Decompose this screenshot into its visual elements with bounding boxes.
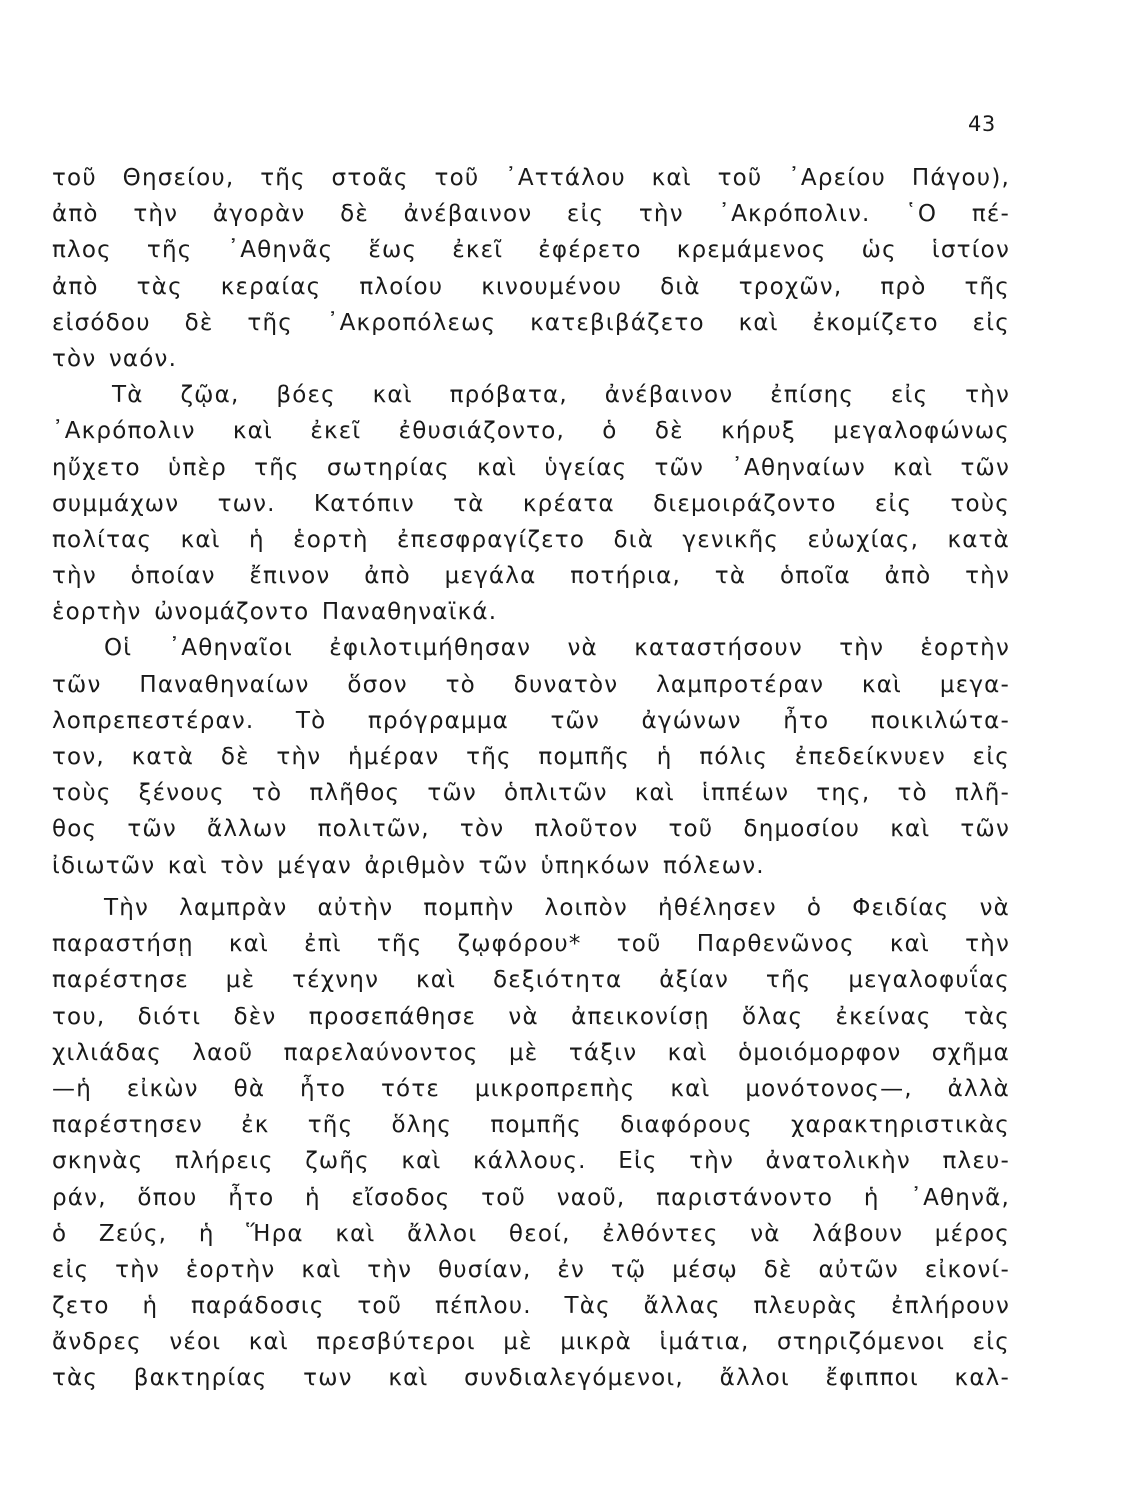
text-line: λοπρεπεστέραν. Τὸ πρόγραμμα τῶν ἀγώνων ἦτο ποικιλώτα- <box>52 707 1010 734</box>
text-line: ἰδιωτῶν καὶ τὸν μέγαν ἀριθμὸν τῶν ὑπηκόων πόλεων. <box>52 852 765 879</box>
text-line: χιλιάδας λαοῦ παρελαύνοντος μὲ τάξιν καὶ ὁμοιόμορφον σχῆμα <box>52 1039 1010 1066</box>
text-line: του, διότι δὲν προσεπάθησε νὰ ἀπεικονίσῃ ὅλας ἐκείνας τὰς <box>52 1003 1010 1030</box>
paragraph-4 <box>52 890 1010 1397</box>
text-line: ζετο ἡ παράδοσις τοῦ πέπλου. Τὰς ἄλλας πλευρὰς ἐπλήρουν <box>52 1293 1010 1320</box>
text-line: ράν, ὅπου ἦτο ἡ εἴσοδος τοῦ ναοῦ, παριστάνοντο ἡ ᾿Αθηνᾶ, <box>52 1184 1010 1211</box>
text-line: τὸν ναόν. <box>52 345 178 372</box>
text-line: παραστήσῃ καὶ ἐπὶ τῆς ζῳφόρου* τοῦ Παρθενῶνος καὶ τὴν <box>52 931 1010 958</box>
text-line: θος τῶν ἄλλων πολιτῶν, τὸν πλοῦτον τοῦ δημοσίου καὶ τῶν <box>52 816 1010 843</box>
text-line: εἰς τὴν ἑορτὴν καὶ τὴν θυσίαν, ἐν τῷ μέσῳ δὲ αὐτῶν εἰκονί- <box>52 1256 1010 1283</box>
text-line: συμμάχων των. Κατόπιν τὰ κρέατα διεμοιράζοντο εἰς τοὺς <box>52 490 1010 517</box>
text-line: πολίτας καὶ ἡ ἑορτὴ ἐπεσφραγίζετο διὰ γενικῆς εὐωχίας, κατὰ <box>52 526 1010 553</box>
text-line: ἄνδρες νέοι καὶ πρεσβύτεροι μὲ μικρὰ ἱμάτια, στηριζόμενοι εἰς <box>52 1329 1010 1356</box>
paragraph-2 <box>52 377 1010 630</box>
text-line: εἰσόδου δὲ τῆς ᾿Ακροπόλεως κατεβιβάζετο καὶ ἐκομίζετο εἰς <box>52 309 1010 336</box>
text-block-upper <box>52 160 1010 884</box>
text-line: ὁ Ζεύς, ἡ Ἥρα καὶ ἄλλοι θεοί, ἐλθόντες νὰ λάβουν μέρος <box>52 1220 1010 1247</box>
text-line: Οἱ ᾿Αθηναῖοι ἐφιλοτιμήθησαν νὰ καταστήσουν τὴν ἑορτὴν <box>104 635 1010 662</box>
text-line: ηὔχετο ὑπὲρ τῆς σωτηρίας καὶ ὑγείας τῶν ᾿Αθηναίων καὶ τῶν <box>52 454 1010 481</box>
text-line: τοῦ Θησείου, τῆς στοᾶς τοῦ ᾿Αττάλου καὶ τοῦ ᾿Αρείου Πάγου), <box>52 165 1010 191</box>
text-line: ἀπὸ τὰς κεραίας πλοίου κινουμένου διὰ τροχῶν, πρὸ τῆς <box>52 273 1010 300</box>
text-line: ᾿Ακρόπολιν καὶ ἐκεῖ ἐθυσιάζοντο, ὁ δὲ κήρυξ μεγαλοφώνως <box>52 418 1010 445</box>
text-line: σκηνὰς πλήρεις ζωῆς καὶ κάλλους. Εἰς τὴν ἀνατολικὴν πλευ- <box>52 1148 1010 1175</box>
text-line: τῶν Παναθηναίων ὅσον τὸ δυνατὸν λαμπροτέραν καὶ μεγα- <box>52 671 1010 698</box>
text-line: παρέστησε μὲ τέχνην καὶ δεξιότητα ἀξίαν τῆς μεγαλοφυΐας <box>52 967 1010 994</box>
paragraph-1 <box>52 160 1010 377</box>
text-line: πλος τῆς ᾿Αθηνᾶς ἕως ἐκεῖ ἐφέρετο κρεμάμενος ὡς ἱστίον <box>52 237 1010 264</box>
text-line: παρέστησεν ἐκ τῆς ὅλης πομπῆς διαφόρους χαρακτηριστικὰς <box>52 1112 1010 1139</box>
text-line: τοὺς ξένους τὸ πλῆθος τῶν ὁπλιτῶν καὶ ἱππέων της, τὸ πλῆ- <box>52 780 1010 807</box>
text-line: Τὰ ζῷα, βόες καὶ πρόβατα, ἀνέβαινον ἐπίσης εἰς τὴν <box>112 382 1010 409</box>
text-block-lower <box>52 890 1010 1397</box>
text-line: τὰς βακτηρίας των καὶ συνδιαλεγόμενοι, ἄλλοι ἔφιπποι καλ- <box>52 1365 1010 1392</box>
text-line: τὴν ὁποίαν ἔπινον ἀπὸ μεγάλα ποτήρια, τὰ ὁποῖα ἀπὸ τὴν <box>52 563 1010 590</box>
text-line: τον, κατὰ δὲ τὴν ἡμέραν τῆς πομπῆς ἡ πόλις ἐπεδείκνυεν εἰς <box>52 744 1010 770</box>
page-number: 43 <box>968 112 996 136</box>
paragraph-3 <box>52 630 1010 883</box>
text-line: Τὴν λαμπρὰν αὐτὴν πομπὴν λοιπὸν ἠθέλησεν ὁ Φειδίας νὰ <box>104 895 1010 921</box>
text-line: ἀπὸ τὴν ἀγορὰν δὲ ἀνέβαινον εἰς τὴν ᾿Ακρόπολιν. ῾Ο πέ- <box>52 201 1010 228</box>
text-line: ἑορτὴν ὠνομάζοντο Παναθηναϊκά. <box>52 599 498 626</box>
text-line: —ἡ εἰκὼν θὰ ἦτο τότε μικροπρεπὴς καὶ μονότονος—, ἀλλὰ <box>52 1075 1010 1102</box>
